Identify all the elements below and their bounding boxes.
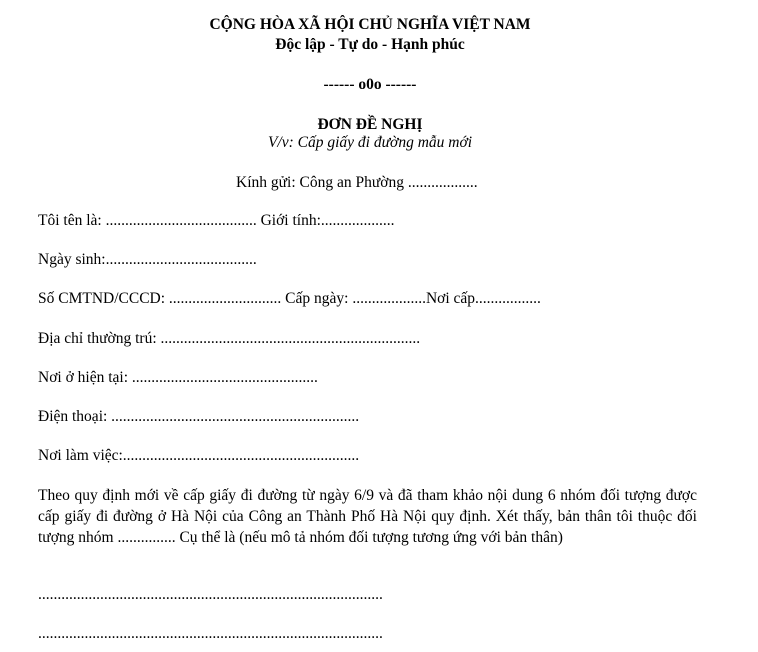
field-date-of-birth: Ngày sinh:....................................... (38, 251, 257, 268)
national-title: CỘNG HÒA XÃ HỘI CHỦ NGHĨA VIỆT NAM (209, 16, 531, 33)
header-separator: ------ o0o ------ (323, 76, 417, 93)
field-name-gender: Tôi tên là: ....................................... Giới tính:................... (38, 212, 395, 229)
national-motto: Độc lập - Tự do - Hạnh phúc (275, 36, 465, 53)
body-paragraph: Theo quy định mới về cấp giấy đi đường từ ngày 6/9 và đã tham khảo nội dung 6 nhóm đối tượng được cấp giấy đi đường ở Hà Nội của Công an Thành Phố Hà Nội quy định. Xét thấy, bản thân tôi thuộc đối tượng nhóm ............... Cụ thể là (nếu mô tả nhóm đối tượng tương ứng với bản thân) (38, 487, 697, 546)
document-title: ĐƠN ĐỀ NGHỊ (317, 116, 423, 133)
recipient-line: Kính gửi: Công an Phường .................. (236, 174, 478, 191)
document-subject: V/v: Cấp giấy đi đường mẫu mới (267, 134, 473, 151)
field-workplace: Nơi làm việc:............................................................. (38, 447, 360, 464)
field-id-card: Số CMTND/CCCD: ............................. Cấp ngày: ...................Nơi cấp................. (38, 290, 541, 307)
field-phone: Điện thoại: ................................................................ (38, 408, 360, 425)
blank-line-1: ......................................................................................... (38, 586, 383, 603)
blank-line-2: ......................................................................................... (38, 625, 383, 642)
field-current-address: Nơi ở hiện tại: ................................................ (38, 369, 318, 386)
field-permanent-address: Địa chỉ thường trú: ................................................................... (38, 330, 421, 347)
